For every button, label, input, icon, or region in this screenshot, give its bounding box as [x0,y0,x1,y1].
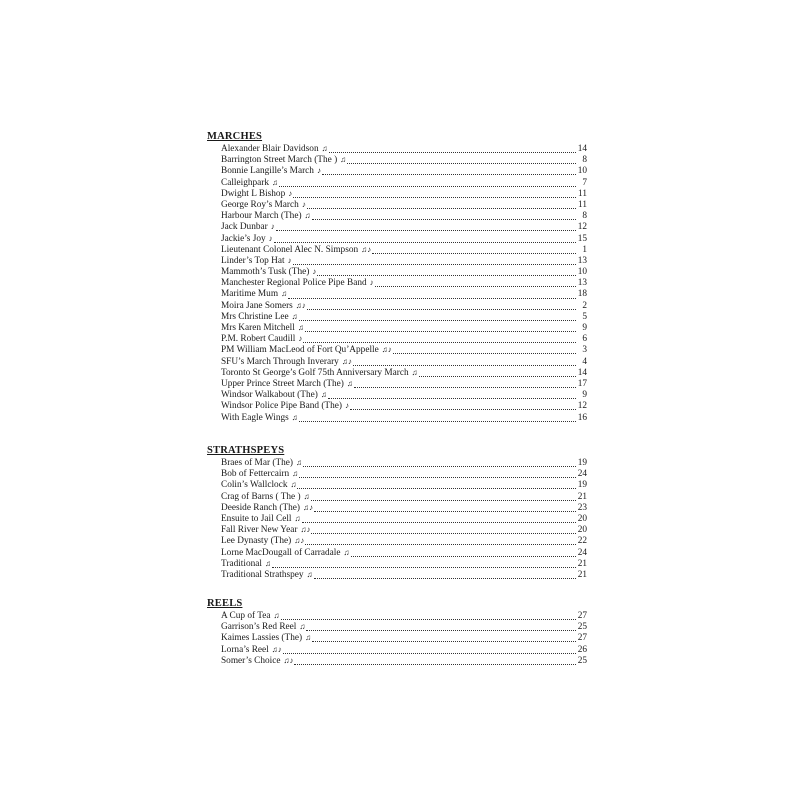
dot-leader [299,469,576,478]
toc-entry [221,468,587,479]
dot-leader [302,514,577,523]
entry-title: Barrington Street March (The ) [221,155,338,166]
toc-entry [221,610,587,621]
entry-title: Lee Dynasty (The) [221,536,292,547]
toc-entry [221,558,587,569]
entry-title: Crag of Barns ( The ) [221,491,301,502]
entry-page-number: 25 [577,622,587,633]
dot-leader [311,525,576,534]
entry-title: Dwight L Bishop [221,188,286,199]
music-note-icon: ♫ [340,155,347,165]
dot-leader [272,559,576,568]
music-note-icon: ♫ [294,513,301,523]
entry-title: Somer’s Choice [221,655,281,666]
entry-page-number: 9 [582,390,587,401]
toc-entry [221,311,587,322]
toc-entry [221,632,587,643]
entry-title: Mrs Karen Mitchell [221,323,295,333]
dot-leader [307,200,576,209]
section-title: MARCHES [207,131,263,142]
toc-entry [221,300,587,311]
music-note-icon: ♪ [287,255,292,265]
entry-title: Windsor Police Pipe Band (The) [221,401,342,412]
music-note-icon: ♫♪ [271,644,282,654]
entry-title: PM William MacLeod of Fort Qu’Appelle [221,345,379,356]
entry-page-number: 12 [577,401,587,412]
entry-page-number: 21 [577,491,587,502]
music-note-icon: ♫ [273,611,280,620]
dot-leader [354,379,576,388]
toc-entry [221,513,587,524]
dot-leader [303,334,576,343]
toc-entry [221,457,587,468]
toc-entry [221,322,587,333]
toc-entry [221,344,587,355]
toc-entry [221,233,587,244]
music-note-icon: ♫♪ [361,244,372,254]
toc-entry [221,479,587,490]
entry-page-number: 24 [577,547,587,558]
music-note-icon: ♫ [306,569,313,579]
music-note-icon: ♫ [320,390,327,400]
entry-title: Harbour March (The) [221,211,302,222]
toc-entry [221,367,587,378]
music-note-icon: ♫ [321,144,328,153]
music-note-icon: ♪ [270,222,275,232]
music-note-icon: ♫♪ [283,655,294,665]
entry-title: Mammoth’s Tusk (The) [221,267,310,278]
entry-page-number: 11 [578,188,587,199]
section-reels [207,597,587,666]
toc-entry [221,378,587,389]
section-strathspeys [207,444,587,580]
music-note-icon: ♪ [344,401,349,411]
dot-leader [279,178,576,187]
toc-entry [221,524,587,535]
music-note-icon: ♫ [296,458,303,467]
dot-leader [281,611,576,620]
entry-title: Lieutenant Colonel Alec N. Simpson [221,244,359,255]
toc-entry [221,502,587,513]
toc-entry [221,210,587,221]
music-note-icon: ♫♪ [300,525,311,535]
entry-title: Traditional Strathspey [221,569,304,580]
entry-page-number: 13 [577,278,587,289]
music-note-icon: ♪ [298,334,303,344]
dot-leader [299,413,576,422]
dot-leader [322,166,576,175]
entry-page-number: 24 [577,469,587,480]
entry-page-number: 27 [577,633,587,644]
dot-leader [347,155,576,164]
music-note-icon: ♪ [301,199,306,209]
toc-entry [221,356,587,367]
toc-entry [221,491,587,502]
toc-entry [221,288,587,299]
entry-page-number: 9 [582,323,587,333]
music-note-icon: ♫ [304,211,311,221]
section-title: STRATHSPEYS [207,445,285,456]
entry-page-number: 12 [577,222,587,233]
entry-page-number: 4 [582,356,587,367]
entry-page-number: 19 [577,458,587,468]
music-note-icon: ♫ [303,491,310,501]
music-note-icon: ♫ [291,412,298,422]
entry-title: Lorna’s Reel [221,644,269,655]
entry-page-number: 10 [577,166,587,177]
entry-page-number: 8 [582,211,587,222]
music-note-icon: ♪ [316,166,321,176]
toc-entry [221,644,587,655]
dot-leader [303,458,576,467]
dot-leader [274,234,576,243]
dot-leader [276,222,576,231]
music-note-icon: ♫ [281,289,288,299]
toc-entry [221,154,587,165]
dot-leader [294,656,576,665]
dot-leader [283,645,576,654]
entry-title: Traditional [221,558,262,569]
entry-page-number: 6 [582,334,587,345]
toc-entry [221,255,587,266]
entry-title: Jackie’s Joy [221,233,266,244]
toc-entry [221,221,587,232]
entry-page-number: 5 [582,311,587,322]
entry-page-number: 21 [577,558,587,569]
entry-page-number: 16 [577,412,587,423]
entry-title: Colin’s Wallclock [221,480,288,491]
entry-title: Jack Dunbar [221,222,268,233]
entry-page-number: 8 [582,155,587,166]
music-note-icon: ♪ [268,233,273,243]
entry-title: Braes of Mar (The) [221,458,294,468]
entry-page-number: 11 [578,199,587,210]
music-note-icon: ♪ [312,267,317,277]
dot-leader [329,144,576,153]
entry-page-number: 23 [577,502,587,513]
music-note-icon: ♫ [299,622,306,632]
entry-page-number: 27 [577,611,587,621]
dot-leader [328,390,576,399]
dot-leader [312,633,576,642]
dot-leader [299,312,576,321]
entry-title: Manchester Regional Police Pipe Band [221,278,367,289]
entry-page-number: 13 [577,255,587,266]
entry-page-number: 21 [577,569,587,580]
dot-leader [311,492,576,501]
dot-leader [288,290,576,299]
music-note-icon: ♫ [297,323,304,332]
music-note-icon: ♫ [292,469,299,479]
music-note-icon: ♫ [305,633,312,643]
toc-entry [221,412,587,423]
dot-leader [314,570,576,579]
dot-leader [419,368,576,377]
dot-leader [317,267,576,276]
toc-entry [221,177,587,188]
dot-leader [372,245,576,254]
music-note-icon: ♪ [288,188,293,198]
music-note-icon: ♫ [272,177,279,187]
entry-page-number: 17 [577,378,587,389]
entry-page-number: 26 [577,644,587,655]
entry-page-number: 22 [577,536,587,547]
section-marches [207,130,587,423]
toc-entry [221,389,587,400]
toc-entry [221,266,587,277]
toc-entry [221,655,587,666]
entry-page-number: 20 [577,513,587,524]
toc-entry [221,165,587,176]
entry-list [221,457,587,580]
dot-leader [353,357,576,366]
dot-leader [305,536,576,545]
music-note-icon: ♫♪ [294,536,305,546]
entry-title: Toronto St George’s Golf 75th Anniversary March [221,367,409,378]
dot-leader [293,189,576,198]
entry-title: Linder’s Top Hat [221,255,285,266]
entry-title: Moira Jane Somers [221,300,293,311]
section-title: REELS [207,598,243,609]
toc-entry [221,277,587,288]
entry-page-number: 2 [582,300,587,311]
toc-entry [221,547,587,558]
entry-page-number: 14 [577,367,587,378]
entry-page-number: 20 [577,525,587,536]
entry-title: Ensuite to Jail Cell [221,513,292,524]
entry-page-number: 10 [577,267,587,278]
dot-leader [307,301,576,310]
music-note-icon: ♪ [369,278,374,288]
entry-title: Garrison’s Red Reel [221,622,297,633]
toc-entry [221,621,587,632]
dot-leader [351,548,576,557]
toc-entry [221,569,587,580]
music-note-icon: ♫ [411,367,418,377]
entry-title: SFU’s March Through Inverary [221,356,339,367]
toc-entry [221,400,587,411]
entry-title: Bob of Fettercairn [221,469,290,480]
music-note-icon: ♫ [290,480,297,490]
toc-entry [221,535,587,546]
dot-leader [312,211,576,220]
music-note-icon: ♫ [264,558,271,568]
entry-title: Maritime Mum [221,289,279,300]
entry-title: Calleighpark [221,177,270,188]
entry-page-number: 7 [582,177,587,188]
entry-title: Alexander Blair Davidson [221,144,319,154]
entry-title: Kaimes Lassies (The) [221,633,303,644]
toc-entry [221,244,587,255]
entry-page-number: 1 [582,244,587,255]
entry-title: Lorne MacDougall of Carradale [221,547,341,558]
music-note-icon: ♫♪ [295,300,306,310]
music-note-icon: ♫ [343,547,350,557]
entry-page-number: 3 [582,345,587,356]
entry-title: Upper Prince Street March (The) [221,378,344,389]
dot-leader [305,323,576,332]
dot-leader [297,480,576,489]
entry-page-number: 19 [577,480,587,491]
music-note-icon: ♫♪ [381,345,392,355]
entry-list [221,143,587,423]
music-note-icon: ♫♪ [303,502,313,512]
entry-page-number: 14 [577,144,587,154]
dot-leader [393,345,576,354]
entry-page-number: 15 [577,233,587,244]
entry-title: Mrs Christine Lee [221,311,289,322]
entry-page-number: 25 [577,655,587,666]
music-note-icon: ♫ [291,311,298,321]
dot-leader [350,401,576,410]
entry-title: Bonnie Langille’s March [221,166,314,177]
entry-page-number: 18 [577,289,587,300]
dot-leader [306,622,576,631]
dot-leader [314,503,576,512]
toc-entry [221,199,587,210]
entry-title: With Eagle Wings [221,412,289,423]
toc-entry [221,143,587,154]
dot-leader [293,256,576,265]
toc-entry [221,188,587,199]
dot-leader [375,278,576,287]
entry-title: Fall River New Year [221,525,298,536]
entry-list [221,610,587,666]
music-note-icon: ♫ [346,378,353,388]
entry-title: Deeside Ranch (The) [221,502,300,513]
toc-entry [221,333,587,344]
entry-title: George Roy’s March [221,199,299,210]
entry-title: P.M. Robert Caudill [221,334,296,345]
music-note-icon: ♫♪ [341,356,352,366]
entry-title: Windsor Walkabout (The) [221,390,318,401]
entry-title: A Cup of Tea [221,611,271,621]
